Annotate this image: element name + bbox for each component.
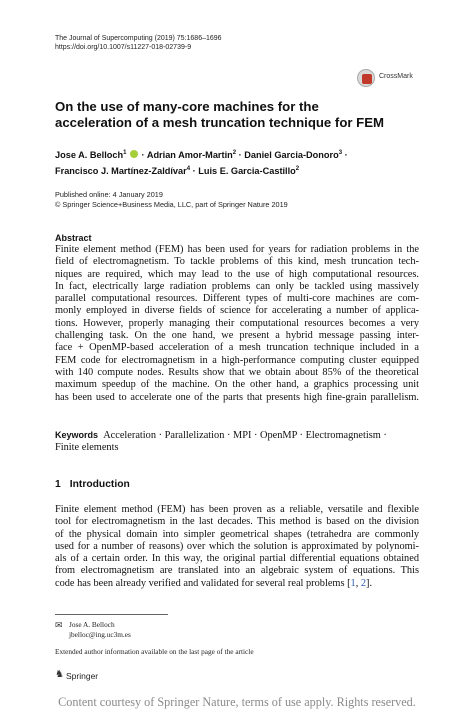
paper-title: On the use of many-core machines for the acceleration of a mesh truncation technique for FEM: [55, 99, 385, 130]
springer-wordmark: Springer: [66, 671, 99, 681]
author-name: Daniel Garcia-Donoro: [244, 150, 339, 161]
footnote-divider: [55, 614, 168, 615]
section-heading: [55, 479, 130, 490]
springer-logo: [55, 669, 125, 683]
extended-info-note: Extended author information available on the last page of the article: [55, 647, 254, 656]
abstract-line: field of electromagnetism. To tackle problems of this kind, mesh truncation tech-: [55, 256, 419, 268]
body-line: of the physical domain into simpler geometrical shapes (tetrahedra are commonly: [55, 528, 419, 540]
body-line: code has been already verified and validated for several real problems [1, 2].: [55, 577, 373, 589]
body-line: Finite element method (FEM) has been proven as a reliable, versatile and flexible: [55, 504, 419, 515]
author-name: Luis E. Garcia-Castillo: [198, 166, 296, 177]
abstract-line: Finite element method (FEM) has been used for years for radiation problems in the: [55, 244, 419, 255]
abstract-line: tions. However, properly managing their computational resources becomes a very: [55, 317, 419, 329]
author-separator: ·: [342, 150, 348, 161]
abstract-line: maximum speedup of the machine. On the other hand, a graphics processing unit: [55, 379, 419, 391]
section-title: Introduction: [69, 479, 130, 490]
published-date: Published online: 4 January 2019: [55, 190, 163, 199]
author-name: Jose A. Belloch: [55, 150, 124, 161]
crossmark-icon: [357, 69, 375, 87]
mail-icon: ✉: [55, 620, 63, 630]
keywords-label: Keywords: [55, 430, 99, 440]
author-separator: ·: [190, 166, 199, 177]
keywords: [55, 429, 419, 455]
body-line: from electromagnetism are translated into an algebraic system of equations. This: [55, 565, 419, 577]
author-affiliation: 2: [232, 150, 237, 156]
body-line: tool for electromagnetism in the last decades. This method is based on the division: [55, 516, 419, 528]
copyright-notice: © Springer Science+Business Media, LLC, part of Springer Nature 2019: [55, 200, 288, 209]
author-affiliation: 3: [338, 150, 343, 156]
introduction-body: [55, 504, 419, 590]
author-affiliation: 1: [123, 150, 127, 156]
abstract-line: with 140 compute nodes. Results show that we obtain about 85% of the theoretical: [55, 366, 419, 378]
author-name: Adrian Amor-Martin: [146, 150, 233, 161]
crossmark-label: CrossMark: [379, 73, 413, 80]
journal-citation: The Journal of Supercomputing (2019) 75:1686–1696: [55, 35, 222, 42]
abstract-line: In fact, electrically large radiation problems can only be tackled using massively: [55, 280, 419, 292]
springer-horse-icon: ♞: [55, 669, 64, 680]
citation-link[interactable]: 1: [350, 577, 356, 589]
crossmark-badge[interactable]: [357, 68, 421, 90]
author-affiliation: 2: [295, 166, 300, 173]
abstract-body: [55, 244, 419, 404]
orcid-icon[interactable]: [130, 150, 138, 158]
keywords-list: Acceleration · Parallelization · MPI · OpenMP · Electromagnetism ·: [103, 430, 387, 441]
abstract-heading: Abstract: [55, 233, 92, 243]
author-affiliation: 4: [186, 166, 191, 173]
abstract-line: has been used to accelerate one of the parts that presents high fine-grain parallelism.: [55, 391, 419, 403]
doi-link[interactable]: https://doi.org/10.1007/s11227-018-02739-9: [55, 44, 192, 51]
citation-link[interactable]: 2: [360, 577, 367, 589]
keywords-list: Finite elements: [55, 442, 119, 454]
corresponding-author-email[interactable]: jbelloc@ing.uc3m.es: [69, 630, 131, 639]
author-separator: ·: [138, 150, 147, 161]
abstract-line: FEM code for electromagnetism in a high-performance computing cluster equipped: [55, 354, 419, 366]
courtesy-notice: Content courtesy of Springer Nature, terms of use apply. Rights reserved.: [58, 695, 416, 709]
body-line: used for a number of reasons) over which the solution is approximated by polynomi-: [55, 540, 419, 552]
author-name: Francisco J. Martínez-Zaldívar: [55, 166, 187, 177]
abstract-line: monly employed in diverse fields of science for accelerating a number of applica-: [55, 305, 419, 317]
abstract-line: niques are required, which may lead to the use of high computational resources.: [55, 268, 419, 280]
body-line: als of a certain order. In this way, the original partial differential equations obtained: [55, 553, 419, 565]
abstract-line: face + OpenMP-based acceleration of a mesh truncation technique included in a: [55, 342, 419, 354]
author-separator: ·: [236, 150, 245, 161]
abstract-line: challenging task. On the one hand, we present a hybrid message passing inter-: [55, 330, 419, 342]
author-list: [55, 146, 415, 178]
abstract-line: parallel computational resources. Different types of multi-core machines are com-: [55, 293, 419, 305]
corresponding-author-name: Jose A. Belloch: [69, 620, 115, 629]
section-number: 1: [55, 479, 61, 490]
